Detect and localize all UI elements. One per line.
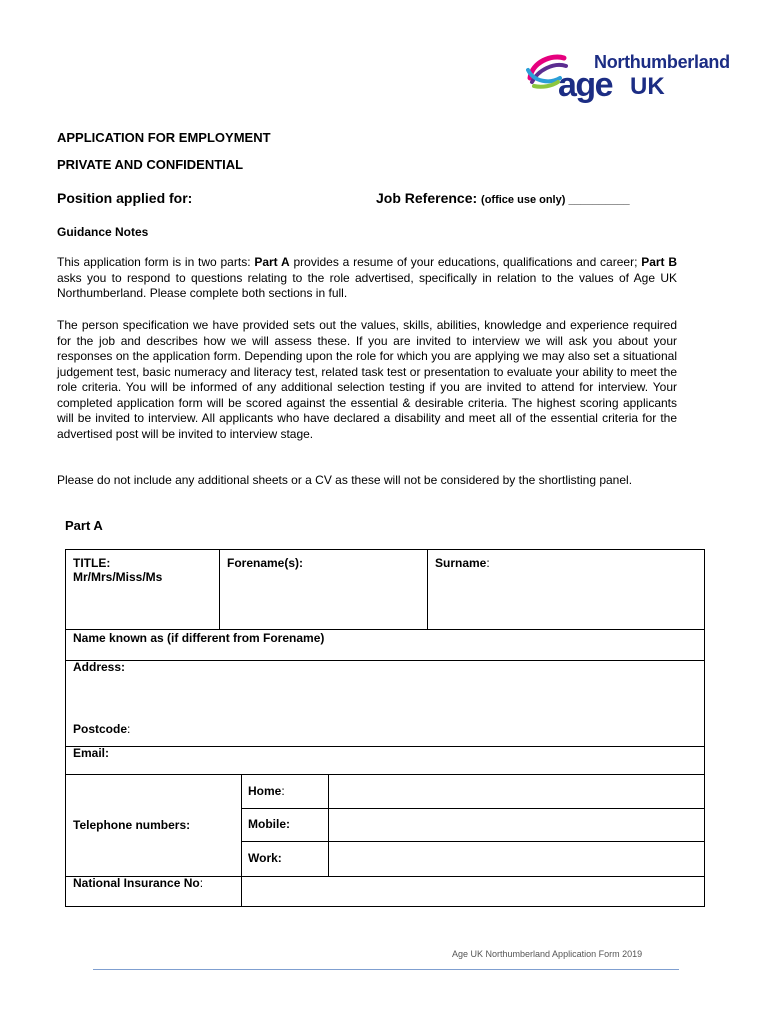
postcode-field[interactable]: Postcode: <box>73 722 131 736</box>
work-phone-label: Work: <box>248 851 282 865</box>
guidance-paragraph-1: This application form is in two parts: Part A provides a resume of your educations, qualifications and career; Part B asks you to respond to questions relating to the role advertised, specifically in relation to the values of Age UK Northumberland. Please complete both sections in full. <box>57 255 678 300</box>
part-a-title: Part A <box>65 518 103 533</box>
logo-region-text: Northumberland <box>594 52 730 72</box>
job-reference-note: (office use only) __________ <box>481 194 630 206</box>
title-field[interactable]: TITLE: Mr/Mrs/Miss/Ms <box>73 556 163 584</box>
job-reference <box>376 190 630 206</box>
position-applied-label: Position applied for: <box>57 190 193 206</box>
logo-age-text: age <box>558 66 613 104</box>
forename-field[interactable]: Forename(s): <box>227 556 304 570</box>
guidance-title: Guidance Notes <box>57 225 149 239</box>
work-phone-input[interactable] <box>329 842 704 876</box>
national-insurance-label: National Insurance No: <box>73 876 204 890</box>
age-uk-northumberland-logo <box>526 46 756 106</box>
job-reference-label: Job Reference: <box>376 190 482 206</box>
footer-text: Age UK Northumberland Application Form 2019 <box>452 949 643 959</box>
email-field[interactable]: Email: <box>73 746 110 760</box>
guidance-paragraph-2: The person specification we have provided sets out the values, skills, abilities, knowledge and experience required for the job and describes how we will assess these. If you are invited to interview we will ask you about your responses on the application form. Depending upon the role for which you are applying we may also set a situational judgement test, basic numeracy and literacy test, related task test or presentation to evaluate your ability to meet the role criteria. You will be informed of any additional selection testing if you are invited to attend for interview. Your completed application form will be scored against the essential & desirable criteria. The highest scoring applicants will be invited to interview. All applicants who have declared a disability and meet all of the essential criteria for the advertised post will be invited to interview stage. <box>57 318 677 441</box>
logo-uk-text: UK <box>630 73 665 100</box>
mobile-phone-input[interactable] <box>329 809 704 841</box>
guidance-paragraph-3: Please do not include any additional sheets or a CV as these will not be considered by the shortlisting panel. <box>57 473 633 487</box>
form-title: APPLICATION FOR EMPLOYMENT <box>57 130 271 145</box>
home-phone-input[interactable] <box>329 775 704 808</box>
personal-details-table <box>65 549 705 907</box>
address-field[interactable]: Address: <box>73 660 126 674</box>
national-insurance-input[interactable] <box>242 877 704 906</box>
form-subtitle: PRIVATE AND CONFIDENTIAL <box>57 157 244 172</box>
surname-field[interactable]: Surname: <box>435 556 490 570</box>
home-phone-label: Home: <box>248 784 285 798</box>
telephone-numbers-label: Telephone numbers: <box>73 818 191 832</box>
mobile-phone-label: Mobile: <box>248 817 290 831</box>
known-as-field[interactable]: Name known as (if different from Forename) <box>73 631 325 645</box>
footer-divider <box>93 969 679 970</box>
